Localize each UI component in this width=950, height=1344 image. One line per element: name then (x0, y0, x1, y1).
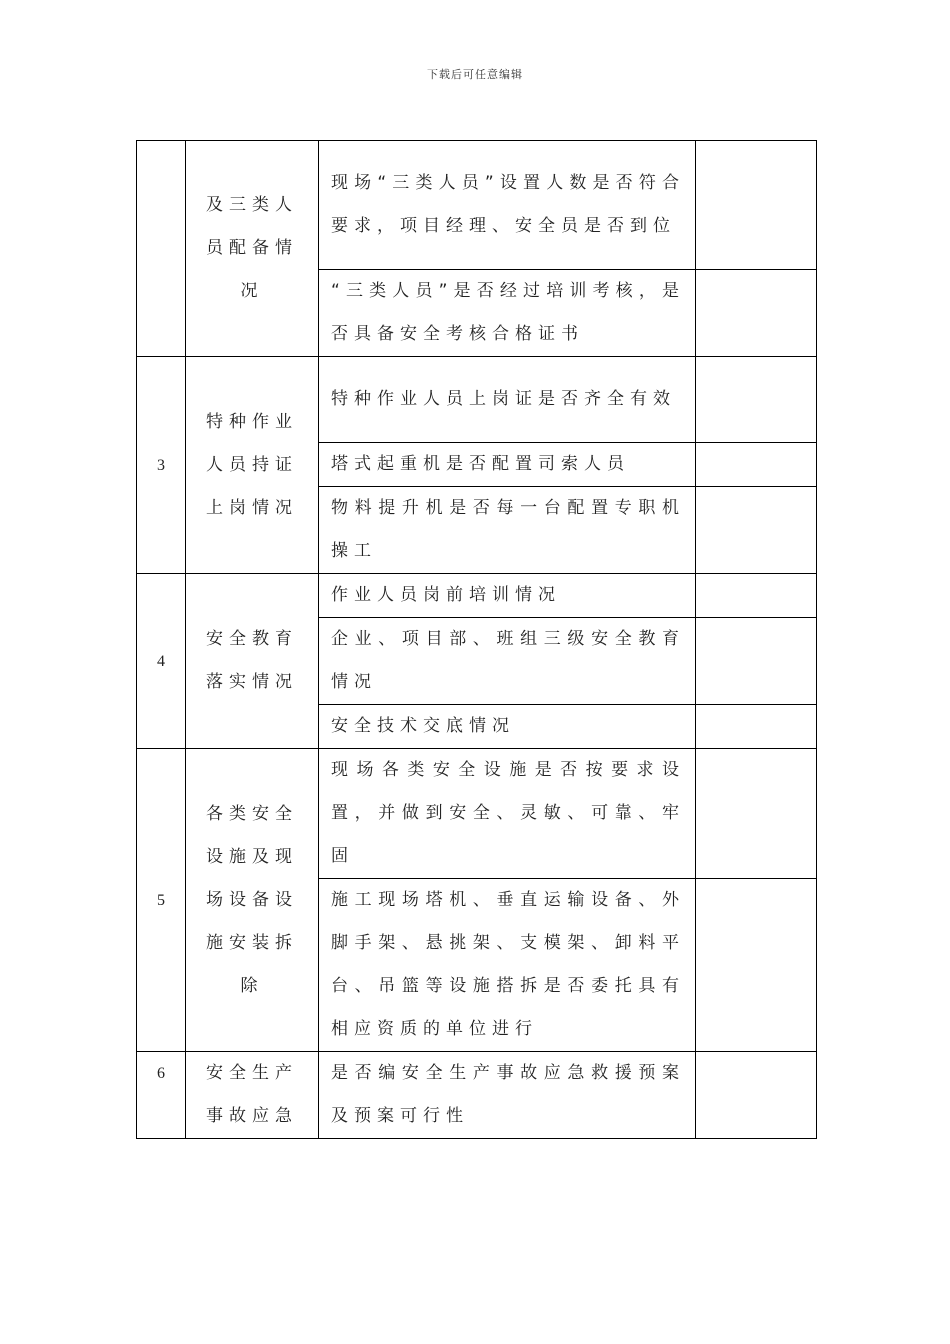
check-content: 现场“三类人员”设置人数是否符合要求，项目经理、安全员是否到位 (319, 141, 696, 270)
check-content: 企业、项目部、班组三级安全教育情况 (319, 618, 696, 705)
result-cell[interactable] (696, 487, 817, 574)
check-content: 塔式起重机是否配置司索人员 (319, 443, 696, 487)
result-cell[interactable] (696, 1052, 817, 1139)
check-content: 作业人员岗前培训情况 (319, 574, 696, 618)
page-header-note: 下载后可任意编辑 (427, 68, 523, 81)
table-row (137, 574, 817, 618)
row-number: 3 (137, 357, 186, 574)
row-number (137, 141, 186, 357)
check-content: 施工现场塔机、垂直运输设备、外脚手架、悬挑架、支模架、卸料平台、吊篮等设施搭拆是否委托具有相应资质的单位进行 (319, 879, 696, 1052)
table-row (137, 1052, 817, 1139)
check-content: “三类人员”是否经过培训考核，是否具备安全考核合格证书 (319, 270, 696, 357)
check-item: 安全教育落实情况 (186, 574, 319, 749)
check-content: 是否编安全生产事故应急救援预案及预案可行性 (319, 1052, 696, 1139)
result-cell[interactable] (696, 141, 817, 270)
check-item: 安全生产事故应急 (186, 1052, 319, 1139)
result-cell[interactable] (696, 618, 817, 705)
row-number: 4 (137, 574, 186, 749)
result-cell[interactable] (696, 879, 817, 1052)
check-item: 各类安全设施及现场设备设施安装拆除 (186, 749, 319, 1052)
check-content: 安全技术交底情况 (319, 705, 696, 749)
check-content: 现场各类安全设施是否按要求设置，并做到安全、灵敏、可靠、牢固 (319, 749, 696, 879)
result-cell[interactable] (696, 270, 817, 357)
safety-inspection-table (136, 140, 817, 1139)
result-cell[interactable] (696, 357, 817, 443)
check-item: 特种作业人员持证上岗情况 (186, 357, 319, 574)
table-row (137, 749, 817, 879)
result-cell[interactable] (696, 443, 817, 487)
table-row (137, 141, 817, 270)
result-cell[interactable] (696, 574, 817, 618)
row-number: 5 (137, 749, 186, 1052)
result-cell[interactable] (696, 705, 817, 749)
check-item: 及三类人员配备情况 (186, 141, 319, 357)
result-cell[interactable] (696, 749, 817, 879)
row-number: 6 (137, 1052, 186, 1139)
check-content: 物料提升机是否每一台配置专职机操工 (319, 487, 696, 574)
check-content: 特种作业人员上岗证是否齐全有效 (319, 357, 696, 443)
table-row (137, 357, 817, 443)
